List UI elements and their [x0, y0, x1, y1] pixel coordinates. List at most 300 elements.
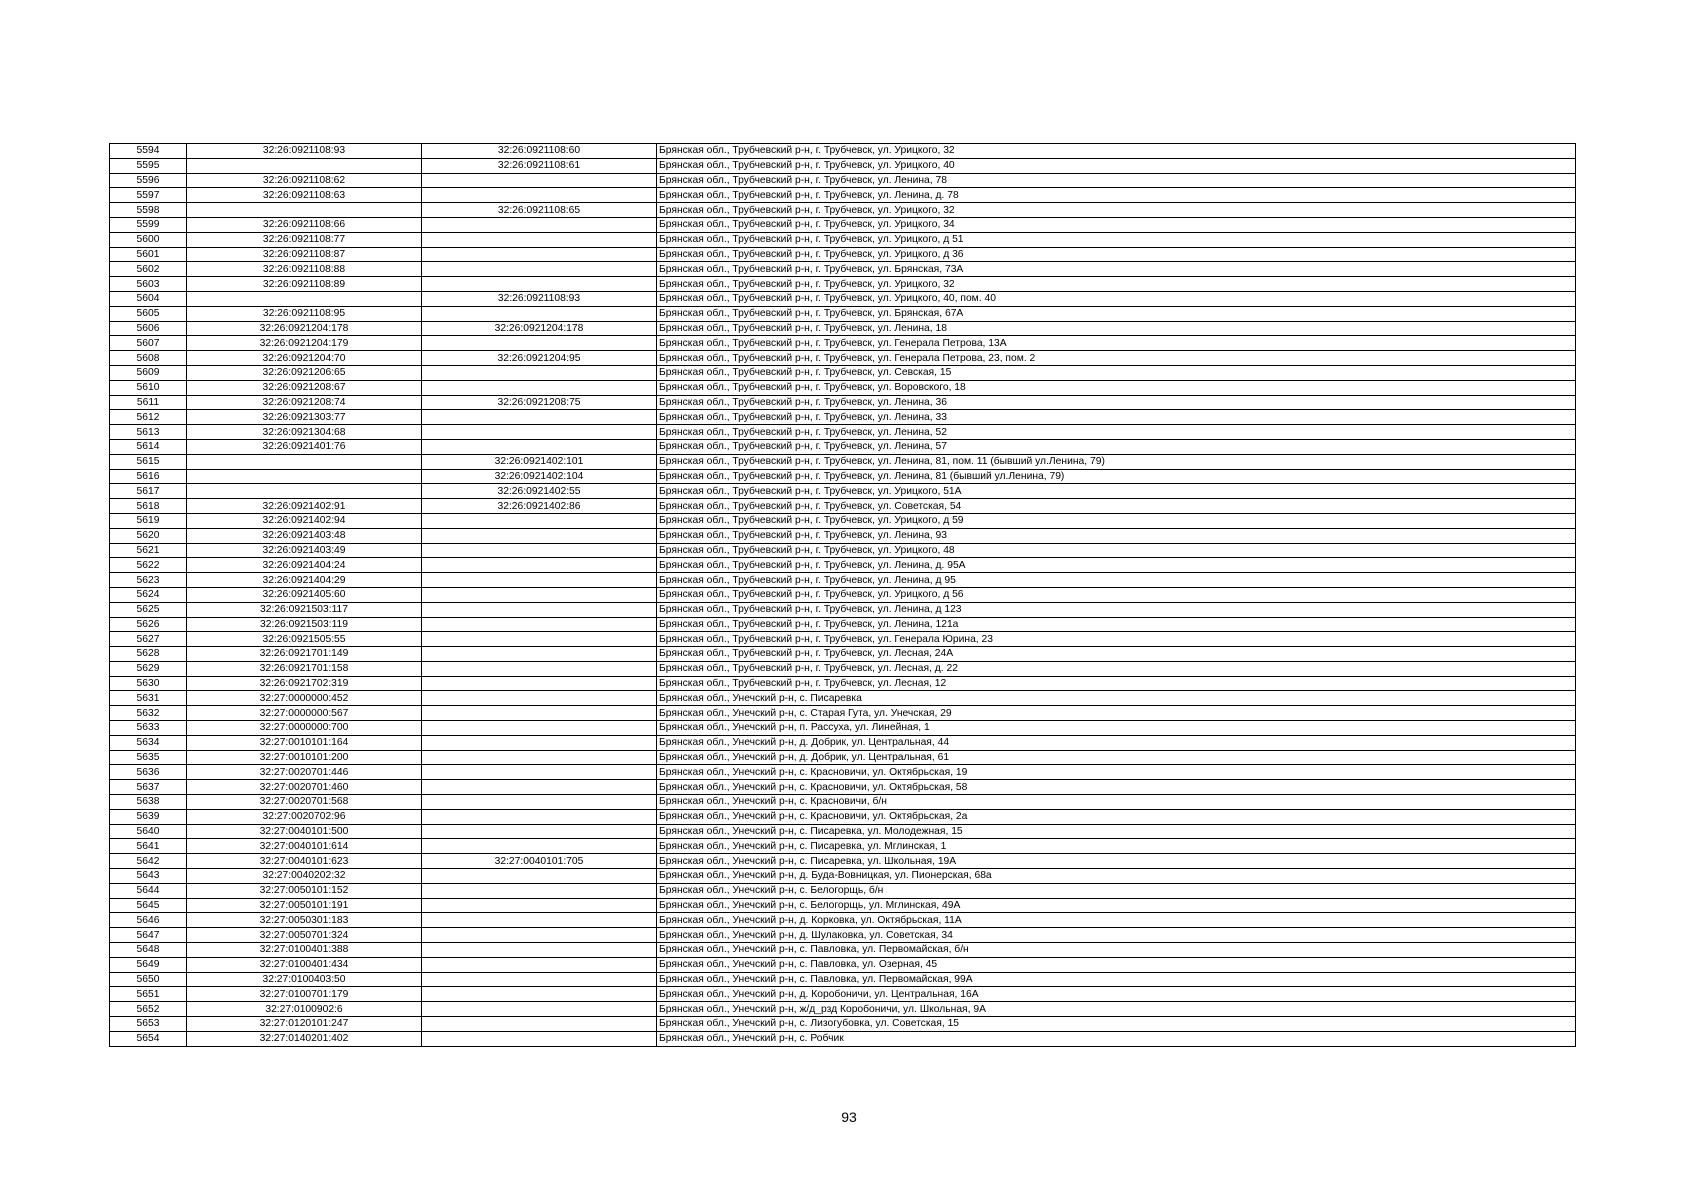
related-cadastral-number-cell [422, 573, 657, 588]
cadastral-number-cell: 32:27:0020701:460 [187, 780, 422, 795]
cadastral-number-cell: 32:26:0921206:65 [187, 365, 422, 380]
row-number-cell: 5653 [110, 1017, 187, 1032]
table-row [110, 247, 1576, 262]
table-body [110, 144, 1576, 1047]
address-cell: Брянская обл., Унечский р-н, с. Красновичи, ул. Октябрьская, 2а [657, 809, 1576, 824]
related-cadastral-number-cell: 32:27:0040101:705 [422, 854, 657, 869]
table-row [110, 484, 1576, 499]
row-number-cell: 5652 [110, 1002, 187, 1017]
table-row [110, 217, 1576, 232]
address-cell: Брянская обл., Унечский р-н, с. Белогорщь, б/н [657, 883, 1576, 898]
table-row [110, 706, 1576, 721]
row-number-cell: 5622 [110, 558, 187, 573]
address-cell: Брянская обл., Трубчевский р-н, г. Трубчевск, ул. Генерала Петрова, 23, пом. 2 [657, 351, 1576, 366]
related-cadastral-number-cell [422, 735, 657, 750]
related-cadastral-number-cell [422, 795, 657, 810]
related-cadastral-number-cell [422, 306, 657, 321]
related-cadastral-number-cell [422, 913, 657, 928]
table-row [110, 898, 1576, 913]
row-number-cell: 5594 [110, 144, 187, 159]
table-row [110, 824, 1576, 839]
address-cell: Брянская обл., Трубчевский р-н, г. Трубчевск, ул. Урицкого, д 59 [657, 513, 1576, 528]
table-row [110, 1017, 1576, 1032]
table-row [110, 513, 1576, 528]
related-cadastral-number-cell [422, 957, 657, 972]
related-cadastral-number-cell [422, 691, 657, 706]
row-number-cell: 5636 [110, 765, 187, 780]
address-cell: Брянская обл., Унечский р-н, с. Лизогубовка, ул. Советская, 15 [657, 1017, 1576, 1032]
row-number-cell: 5608 [110, 351, 187, 366]
table-row [110, 173, 1576, 188]
row-number-cell: 5623 [110, 573, 187, 588]
related-cadastral-number-cell [422, 632, 657, 647]
cadastral-number-cell: 32:27:0000000:700 [187, 721, 422, 736]
table-row [110, 676, 1576, 691]
row-number-cell: 5601 [110, 247, 187, 262]
address-cell: Брянская обл., Унечский р-н, д. Коробоничи, ул. Центральная, 16А [657, 987, 1576, 1002]
row-number-cell: 5628 [110, 647, 187, 662]
table-row [110, 336, 1576, 351]
address-cell: Брянская обл., Трубчевский р-н, г. Трубчевск, ул. Ленина, 18 [657, 321, 1576, 336]
related-cadastral-number-cell [422, 336, 657, 351]
row-number-cell: 5618 [110, 499, 187, 514]
related-cadastral-number-cell [422, 188, 657, 203]
address-cell: Брянская обл., Унечский р-н, с. Красновичи, б/н [657, 795, 1576, 810]
cadastral-number-cell: 32:27:0010101:200 [187, 750, 422, 765]
row-number-cell: 5650 [110, 972, 187, 987]
row-number-cell: 5644 [110, 883, 187, 898]
cadastral-number-cell: 32:27:0040101:614 [187, 839, 422, 854]
related-cadastral-number-cell [422, 602, 657, 617]
table-row [110, 735, 1576, 750]
related-cadastral-number-cell: 32:26:0921402:55 [422, 484, 657, 499]
cadastral-number-cell: 32:27:0000000:452 [187, 691, 422, 706]
cadastral-number-cell: 32:27:0100902:6 [187, 1002, 422, 1017]
related-cadastral-number-cell [422, 513, 657, 528]
row-number-cell: 5654 [110, 1031, 187, 1046]
address-cell: Брянская обл., Трубчевский р-н, г. Трубчевск, ул. Урицкого, 32 [657, 203, 1576, 218]
related-cadastral-number-cell [422, 558, 657, 573]
table-row [110, 543, 1576, 558]
row-number-cell: 5634 [110, 735, 187, 750]
cadastral-number-cell [187, 469, 422, 484]
address-cell: Брянская обл., Трубчевский р-н, г. Трубчевск, ул. Генерала Петрова, 13А [657, 336, 1576, 351]
cadastral-number-cell: 32:27:0020701:446 [187, 765, 422, 780]
cadastral-number-cell [187, 454, 422, 469]
related-cadastral-number-cell [422, 987, 657, 1002]
related-cadastral-number-cell [422, 972, 657, 987]
cadastral-number-cell: 32:26:0921401:76 [187, 439, 422, 454]
address-cell: Брянская обл., Трубчевский р-н, г. Трубчевск, ул. Урицкого, 34 [657, 217, 1576, 232]
cadastral-number-cell: 32:27:0040202:32 [187, 869, 422, 884]
cadastral-number-cell: 32:26:0921208:67 [187, 380, 422, 395]
related-cadastral-number-cell [422, 232, 657, 247]
related-cadastral-number-cell: 32:26:0921204:95 [422, 351, 657, 366]
related-cadastral-number-cell [422, 750, 657, 765]
row-number-cell: 5631 [110, 691, 187, 706]
cadastral-number-cell: 32:26:0921108:62 [187, 173, 422, 188]
cadastral-number-cell: 32:26:0921108:89 [187, 277, 422, 292]
cadastral-number-cell: 32:26:0921701:158 [187, 661, 422, 676]
table-row [110, 321, 1576, 336]
related-cadastral-number-cell: 32:26:0921208:75 [422, 395, 657, 410]
related-cadastral-number-cell [422, 587, 657, 602]
address-cell: Брянская обл., Трубчевский р-н, г. Трубчевск, ул. Ленина, 52 [657, 425, 1576, 440]
row-number-cell: 5617 [110, 484, 187, 499]
table-row [110, 395, 1576, 410]
cadastral-number-cell [187, 203, 422, 218]
table-row [110, 425, 1576, 440]
table-row [110, 158, 1576, 173]
address-cell: Брянская обл., Унечский р-н, с. Красновичи, ул. Октябрьская, 58 [657, 780, 1576, 795]
related-cadastral-number-cell: 32:26:0921108:65 [422, 203, 657, 218]
row-number-cell: 5648 [110, 943, 187, 958]
table-row [110, 573, 1576, 588]
related-cadastral-number-cell [422, 898, 657, 913]
row-number-cell: 5606 [110, 321, 187, 336]
row-number-cell: 5638 [110, 795, 187, 810]
table-row [110, 795, 1576, 810]
table-row [110, 262, 1576, 277]
address-cell: Брянская обл., Трубчевский р-н, г. Трубчевск, ул. Урицкого, 40, пом. 40 [657, 291, 1576, 306]
cadastral-number-cell: 32:26:0921108:87 [187, 247, 422, 262]
related-cadastral-number-cell [422, 173, 657, 188]
cadastral-number-cell: 32:26:0921503:119 [187, 617, 422, 632]
address-cell: Брянская обл., Унечский р-н, д. Буда-Вовницкая, ул. Пионерская, 68а [657, 869, 1576, 884]
cadastral-table [109, 143, 1576, 1047]
related-cadastral-number-cell [422, 765, 657, 780]
row-number-cell: 5610 [110, 380, 187, 395]
address-cell: Брянская обл., Трубчевский р-н, г. Трубчевск, ул. Ленина, д. 95А [657, 558, 1576, 573]
row-number-cell: 5640 [110, 824, 187, 839]
cadastral-number-cell: 32:27:0050701:324 [187, 928, 422, 943]
row-number-cell: 5619 [110, 513, 187, 528]
address-cell: Брянская обл., Трубчевский р-н, г. Трубчевск, ул. Брянская, 67А [657, 306, 1576, 321]
related-cadastral-number-cell [422, 425, 657, 440]
cadastral-number-cell [187, 484, 422, 499]
table-row [110, 1002, 1576, 1017]
row-number-cell: 5627 [110, 632, 187, 647]
related-cadastral-number-cell [422, 809, 657, 824]
table-row [110, 957, 1576, 972]
cadastral-number-cell: 32:27:0050101:191 [187, 898, 422, 913]
address-cell: Брянская обл., Унечский р-н, п. Рассуха, ул. Линейная, 1 [657, 721, 1576, 736]
address-cell: Брянская обл., Унечский р-н, с. Старая Гута, ул. Унечская, 29 [657, 706, 1576, 721]
row-number-cell: 5598 [110, 203, 187, 218]
address-cell: Брянская обл., Трубчевский р-н, г. Трубчевск, ул. Севская, 15 [657, 365, 1576, 380]
related-cadastral-number-cell: 32:26:0921402:86 [422, 499, 657, 514]
related-cadastral-number-cell [422, 721, 657, 736]
cadastral-number-cell: 32:26:0921701:149 [187, 647, 422, 662]
row-number-cell: 5649 [110, 957, 187, 972]
cadastral-number-cell: 32:27:0050301:183 [187, 913, 422, 928]
cadastral-number-cell: 32:27:0040101:500 [187, 824, 422, 839]
cadastral-number-cell: 32:26:0921402:94 [187, 513, 422, 528]
row-number-cell: 5607 [110, 336, 187, 351]
row-number-cell: 5643 [110, 869, 187, 884]
address-cell: Брянская обл., Унечский р-н, с. Павловка, ул. Первомайская, 99А [657, 972, 1576, 987]
table-row [110, 188, 1576, 203]
related-cadastral-number-cell: 32:26:0921402:101 [422, 454, 657, 469]
table-row [110, 928, 1576, 943]
related-cadastral-number-cell [422, 869, 657, 884]
related-cadastral-number-cell [422, 661, 657, 676]
address-cell: Брянская обл., Трубчевский р-н, г. Трубчевск, ул. Ленина, д 95 [657, 573, 1576, 588]
address-cell: Брянская обл., Трубчевский р-н, г. Трубчевск, ул. Советская, 54 [657, 499, 1576, 514]
row-number-cell: 5647 [110, 928, 187, 943]
related-cadastral-number-cell: 32:26:0921108:93 [422, 291, 657, 306]
related-cadastral-number-cell [422, 439, 657, 454]
row-number-cell: 5621 [110, 543, 187, 558]
table-row [110, 1031, 1576, 1046]
cadastral-number-cell: 32:26:0921505:55 [187, 632, 422, 647]
related-cadastral-number-cell [422, 217, 657, 232]
address-cell: Брянская обл., Унечский р-н, с. Павловка, ул. Озерная, 45 [657, 957, 1576, 972]
address-cell: Брянская обл., Унечский р-н, с. Белогорщь, ул. Мглинская, 49А [657, 898, 1576, 913]
row-number-cell: 5600 [110, 232, 187, 247]
cadastral-number-cell: 32:27:0100701:179 [187, 987, 422, 1002]
address-cell: Брянская обл., Унечский р-н, с. Писаревка, ул. Школьная, 19А [657, 854, 1576, 869]
row-number-cell: 5625 [110, 602, 187, 617]
row-number-cell: 5630 [110, 676, 187, 691]
related-cadastral-number-cell [422, 780, 657, 795]
cadastral-number-cell: 32:26:0921405:60 [187, 587, 422, 602]
row-number-cell: 5629 [110, 661, 187, 676]
table-row [110, 410, 1576, 425]
address-cell: Брянская обл., Трубчевский р-н, г. Трубчевск, ул. Ленина, 33 [657, 410, 1576, 425]
table-row [110, 972, 1576, 987]
address-cell: Брянская обл., Унечский р-н, д. Корковка, ул. Октябрьская, 11А [657, 913, 1576, 928]
cadastral-number-cell: 32:27:0100401:388 [187, 943, 422, 958]
row-number-cell: 5596 [110, 173, 187, 188]
row-number-cell: 5632 [110, 706, 187, 721]
table-row [110, 691, 1576, 706]
related-cadastral-number-cell [422, 943, 657, 958]
related-cadastral-number-cell [422, 647, 657, 662]
cadastral-number-cell: 32:26:0921303:77 [187, 410, 422, 425]
address-cell: Брянская обл., Унечский р-н, с. Писаревка, ул. Молодежная, 15 [657, 824, 1576, 839]
cadastral-number-cell [187, 158, 422, 173]
row-number-cell: 5614 [110, 439, 187, 454]
address-cell: Брянская обл., Трубчевский р-н, г. Трубчевск, ул. Урицкого, 40 [657, 158, 1576, 173]
table-row [110, 661, 1576, 676]
related-cadastral-number-cell: 32:26:0921204:178 [422, 321, 657, 336]
row-number-cell: 5597 [110, 188, 187, 203]
table-row [110, 558, 1576, 573]
table-row [110, 454, 1576, 469]
page-number: 93 [841, 1109, 857, 1125]
cadastral-number-cell: 32:27:0050101:152 [187, 883, 422, 898]
table-row [110, 854, 1576, 869]
row-number-cell: 5612 [110, 410, 187, 425]
address-cell: Брянская обл., Трубчевский р-н, г. Трубчевск, ул. Урицкого, д 51 [657, 232, 1576, 247]
address-cell: Брянская обл., Унечский р-н, с. Павловка, ул. Первомайская, б/н [657, 943, 1576, 958]
cadastral-number-cell: 32:27:0010101:164 [187, 735, 422, 750]
related-cadastral-number-cell [422, 617, 657, 632]
address-cell: Брянская обл., Трубчевский р-н, г. Трубчевск, ул. Генерала Юрина, 23 [657, 632, 1576, 647]
row-number-cell: 5637 [110, 780, 187, 795]
address-cell: Брянская обл., Трубчевский р-н, г. Трубчевск, ул. Лесная, 12 [657, 676, 1576, 691]
address-cell: Брянская обл., Трубчевский р-н, г. Трубчевск, ул. Брянская, 73А [657, 262, 1576, 277]
row-number-cell: 5641 [110, 839, 187, 854]
table-row [110, 203, 1576, 218]
row-number-cell: 5626 [110, 617, 187, 632]
related-cadastral-number-cell [422, 928, 657, 943]
cadastral-number-cell: 32:26:0921204:179 [187, 336, 422, 351]
table-row [110, 809, 1576, 824]
cadastral-number-cell: 32:27:0100403:50 [187, 972, 422, 987]
table-row [110, 602, 1576, 617]
table-row [110, 587, 1576, 602]
table-row [110, 839, 1576, 854]
related-cadastral-number-cell [422, 1002, 657, 1017]
address-cell: Брянская обл., Трубчевский р-н, г. Трубчевск, ул. Урицкого, 32 [657, 144, 1576, 159]
cadastral-number-cell: 32:27:0040101:623 [187, 854, 422, 869]
row-number-cell: 5645 [110, 898, 187, 913]
address-cell: Брянская обл., Унечский р-н, с. Писаревка, ул. Мглинская, 1 [657, 839, 1576, 854]
cadastral-number-cell: 32:26:0921108:66 [187, 217, 422, 232]
row-number-cell: 5595 [110, 158, 187, 173]
address-cell: Брянская обл., Унечский р-н, д. Добрик, ул. Центральная, 61 [657, 750, 1576, 765]
related-cadastral-number-cell [422, 247, 657, 262]
address-cell: Брянская обл., Унечский р-н, д. Шулаковка, ул. Советская, 34 [657, 928, 1576, 943]
address-cell: Брянская обл., Унечский р-н, д. Добрик, ул. Центральная, 44 [657, 735, 1576, 750]
cadastral-number-cell: 32:26:0921403:49 [187, 543, 422, 558]
address-cell: Брянская обл., Трубчевский р-н, г. Трубчевск, ул. Лесная, д. 22 [657, 661, 1576, 676]
address-cell: Брянская обл., Трубчевский р-н, г. Трубчевск, ул. Урицкого, 48 [657, 543, 1576, 558]
table-row [110, 499, 1576, 514]
address-cell: Брянская обл., Трубчевский р-н, г. Трубчевск, ул. Ленина, д. 78 [657, 188, 1576, 203]
related-cadastral-number-cell [422, 1031, 657, 1046]
address-cell: Брянская обл., Унечский р-н, с. Робчик [657, 1031, 1576, 1046]
related-cadastral-number-cell [422, 824, 657, 839]
table-row [110, 750, 1576, 765]
address-cell: Брянская обл., Трубчевский р-н, г. Трубчевск, ул. Воровского, 18 [657, 380, 1576, 395]
cadastral-number-cell: 32:27:0020701:568 [187, 795, 422, 810]
row-number-cell: 5611 [110, 395, 187, 410]
table-row [110, 469, 1576, 484]
cadastral-number-cell: 32:27:0140201:402 [187, 1031, 422, 1046]
row-number-cell: 5624 [110, 587, 187, 602]
cadastral-number-cell: 32:26:0921404:24 [187, 558, 422, 573]
table-row [110, 883, 1576, 898]
address-cell: Брянская обл., Трубчевский р-н, г. Трубчевск, ул. Ленина, 81 (бывший ул.Ленина, 79) [657, 469, 1576, 484]
row-number-cell: 5651 [110, 987, 187, 1002]
address-cell: Брянская обл., Унечский р-н, ж/д_рзд Коробоничи, ул. Школьная, 9А [657, 1002, 1576, 1017]
related-cadastral-number-cell [422, 839, 657, 854]
related-cadastral-number-cell: 32:26:0921108:60 [422, 144, 657, 159]
row-number-cell: 5609 [110, 365, 187, 380]
cadastral-number-cell: 32:26:0921108:93 [187, 144, 422, 159]
cadastral-number-cell: 32:26:0921304:68 [187, 425, 422, 440]
cadastral-number-cell: 32:26:0921108:88 [187, 262, 422, 277]
table-row [110, 987, 1576, 1002]
table-row [110, 380, 1576, 395]
address-cell: Брянская обл., Трубчевский р-н, г. Трубчевск, ул. Лесная, 24А [657, 647, 1576, 662]
cadastral-number-cell: 32:26:0921108:63 [187, 188, 422, 203]
address-cell: Брянская обл., Трубчевский р-н, г. Трубчевск, ул. Ленина, 57 [657, 439, 1576, 454]
table-row [110, 943, 1576, 958]
table-row [110, 721, 1576, 736]
related-cadastral-number-cell [422, 543, 657, 558]
cadastral-number-cell: 32:27:0100401:434 [187, 957, 422, 972]
row-number-cell: 5616 [110, 469, 187, 484]
row-number-cell: 5603 [110, 277, 187, 292]
table-row [110, 351, 1576, 366]
cadastral-number-cell: 32:26:0921208:74 [187, 395, 422, 410]
table-row [110, 913, 1576, 928]
table-row [110, 528, 1576, 543]
cadastral-number-cell: 32:26:0921204:178 [187, 321, 422, 336]
row-number-cell: 5605 [110, 306, 187, 321]
table-row [110, 617, 1576, 632]
related-cadastral-number-cell: 32:26:0921402:104 [422, 469, 657, 484]
address-cell: Брянская обл., Трубчевский р-н, г. Трубчевск, ул. Ленина, 93 [657, 528, 1576, 543]
cadastral-number-cell: 32:26:0921702:319 [187, 676, 422, 691]
related-cadastral-number-cell [422, 277, 657, 292]
table-row [110, 365, 1576, 380]
related-cadastral-number-cell [422, 676, 657, 691]
row-number-cell: 5646 [110, 913, 187, 928]
related-cadastral-number-cell [422, 380, 657, 395]
table-row [110, 869, 1576, 884]
row-number-cell: 5604 [110, 291, 187, 306]
row-number-cell: 5642 [110, 854, 187, 869]
table-row [110, 439, 1576, 454]
table-row [110, 291, 1576, 306]
cadastral-number-cell: 32:26:0921503:117 [187, 602, 422, 617]
related-cadastral-number-cell [422, 706, 657, 721]
related-cadastral-number-cell [422, 528, 657, 543]
related-cadastral-number-cell: 32:26:0921108:61 [422, 158, 657, 173]
related-cadastral-number-cell [422, 365, 657, 380]
table-row [110, 765, 1576, 780]
table-row [110, 632, 1576, 647]
row-number-cell: 5602 [110, 262, 187, 277]
table-row [110, 306, 1576, 321]
address-cell: Брянская обл., Трубчевский р-н, г. Трубчевск, ул. Ленина, д 123 [657, 602, 1576, 617]
address-cell: Брянская обл., Трубчевский р-н, г. Трубчевск, ул. Ленина, 78 [657, 173, 1576, 188]
address-cell: Брянская обл., Трубчевский р-н, г. Трубчевск, ул. Урицкого, 51А [657, 484, 1576, 499]
related-cadastral-number-cell [422, 1017, 657, 1032]
table-row [110, 277, 1576, 292]
related-cadastral-number-cell [422, 262, 657, 277]
cadastral-number-cell [187, 291, 422, 306]
address-cell: Брянская обл., Унечский р-н, с. Писаревка [657, 691, 1576, 706]
table-row [110, 647, 1576, 662]
cadastral-number-cell: 32:27:0020702:96 [187, 809, 422, 824]
row-number-cell: 5633 [110, 721, 187, 736]
table-row [110, 780, 1576, 795]
row-number-cell: 5620 [110, 528, 187, 543]
table-row [110, 144, 1576, 159]
address-cell: Брянская обл., Унечский р-н, с. Красновичи, ул. Октябрьская, 19 [657, 765, 1576, 780]
cadastral-number-cell: 32:27:0000000:567 [187, 706, 422, 721]
address-cell: Брянская обл., Трубчевский р-н, г. Трубчевск, ул. Ленина, 81, пом. 11 (бывший ул.Ленина, 79) [657, 454, 1576, 469]
address-cell: Брянская обл., Трубчевский р-н, г. Трубчевск, ул. Ленина, 36 [657, 395, 1576, 410]
row-number-cell: 5615 [110, 454, 187, 469]
row-number-cell: 5639 [110, 809, 187, 824]
cadastral-number-cell: 32:26:0921108:95 [187, 306, 422, 321]
row-number-cell: 5599 [110, 217, 187, 232]
address-cell: Брянская обл., Трубчевский р-н, г. Трубчевск, ул. Урицкого, 32 [657, 277, 1576, 292]
row-number-cell: 5635 [110, 750, 187, 765]
cadastral-number-cell: 32:26:0921108:77 [187, 232, 422, 247]
cadastral-number-cell: 32:26:0921403:48 [187, 528, 422, 543]
table-row [110, 232, 1576, 247]
cadastral-number-cell: 32:26:0921204:70 [187, 351, 422, 366]
address-cell: Брянская обл., Трубчевский р-н, г. Трубчевск, ул. Урицкого, д 36 [657, 247, 1576, 262]
